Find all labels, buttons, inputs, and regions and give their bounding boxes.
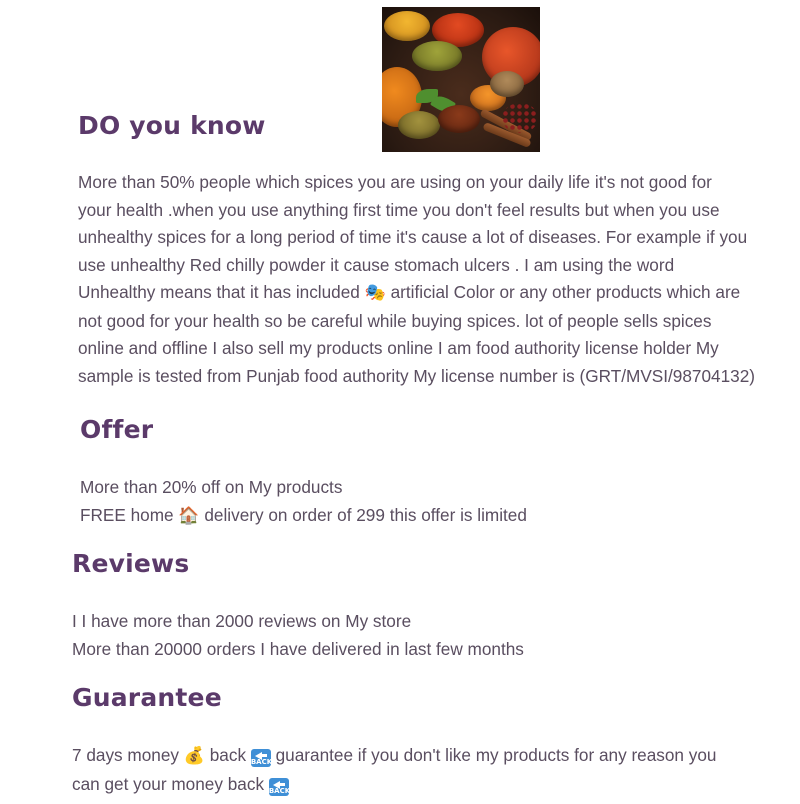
do-you-know-paragraph: [78, 169, 755, 390]
guarantee-text: [72, 742, 716, 798]
back-arrow-icon: BACK: [269, 778, 289, 796]
offer-line: More than 20% off on My products: [80, 477, 343, 497]
reviews-line: I I have more than 2000 reviews on My store: [72, 611, 412, 631]
reviews-heading: Reviews: [72, 549, 190, 578]
offer-line: [80, 502, 527, 531]
paragraph-text: Unhealthy means that it has included: [78, 282, 360, 302]
paragraph-line: [78, 279, 755, 308]
paragraph-line: online and offline I also sell my products online I am food authority license holder My: [78, 338, 719, 358]
guarantee-line: [72, 771, 716, 799]
guarantee-text-part: back: [209, 745, 247, 765]
paragraph-line: sample is tested from Punjab food authority My license number is (GRT/MVSI/98704132): [78, 365, 755, 386]
paragraph-line: use unhealthy Red chilly powder it cause stomach ulcers . I am using the word: [78, 254, 675, 275]
seeds-bowl: [490, 71, 524, 97]
pepper-bowl: [438, 105, 480, 133]
offer-text-part: delivery on order of 299 this offer is limited: [204, 504, 527, 525]
reviews-line: More than 20000 orders I have delivered in last few months: [72, 638, 524, 659]
paragraph-text: artificial Color or any other products which are: [390, 282, 741, 302]
paragraph-line: More than 50% people which spices you are using on your daily life it's not good for: [78, 172, 712, 192]
cumin-bowl: [412, 41, 462, 71]
guarantee-heading: Guarantee: [72, 683, 222, 712]
house-icon: 🏠: [178, 505, 200, 526]
reviews-text: [72, 608, 524, 663]
peppercorns: [502, 103, 538, 133]
paragraph-line: your health .when you use anything first time you don't feel results but when you use: [78, 199, 720, 220]
coriander-bowl: [398, 111, 440, 139]
do-you-know-heading: DO you know: [78, 111, 266, 140]
turmeric-bowl: [384, 11, 430, 41]
paragraph-line: not good for your health so be careful while buying spices. lot of people sells spices: [78, 310, 712, 331]
offer-heading: Offer: [80, 415, 154, 444]
paragraph-line: unhealthy spices for a long period of time it's cause a lot of diseases. For example if you: [78, 227, 748, 247]
guarantee-text-part: 7 days money: [72, 745, 180, 765]
spices-hero-image: [382, 7, 540, 152]
guarantee-text-part: guarantee if you don't like my products for any reason you: [275, 745, 717, 765]
offer-text: [80, 474, 527, 530]
offer-text-part: FREE home: [80, 504, 174, 525]
guarantee-line: [72, 742, 716, 771]
back-arrow-icon: BACK: [251, 749, 271, 767]
money-bag-icon: 💰: [183, 746, 205, 766]
guarantee-text-part: can get your money back: [72, 773, 265, 794]
performing-arts-masks-icon: 🎭: [364, 283, 386, 303]
